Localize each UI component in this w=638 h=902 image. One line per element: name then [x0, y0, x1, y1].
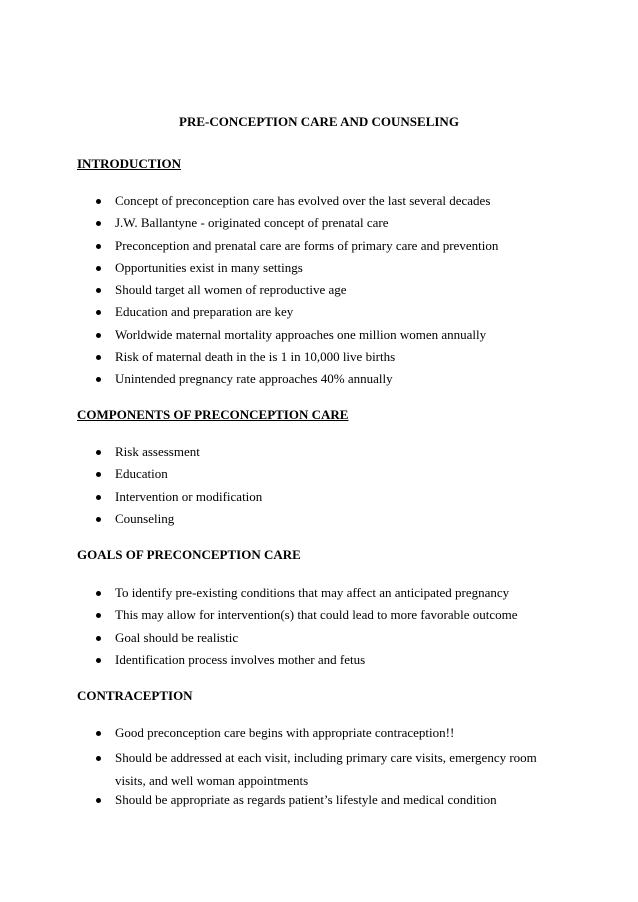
list-item-text: Good preconception care begins with appropriate contraception!! — [115, 725, 455, 740]
list-item-text: Should target all women of reproductive age — [115, 282, 347, 298]
contraception-list — [0, 725, 537, 814]
list-item — [0, 791, 497, 814]
list-item-text: Unintended pregnancy rate approaches 40% annually — [115, 371, 393, 387]
list-item-text: Goal should be realistic — [115, 629, 239, 645]
section-heading-goals: GOALS OF PRECONCEPTION CARE — [77, 547, 301, 562]
section-heading-introduction: INTRODUCTION — [77, 156, 182, 171]
list-item-text: To identify pre-existing conditions that may affect an anticipated pregnancy — [115, 585, 510, 600]
bullet-icon — [96, 517, 101, 522]
document-title: PRE-CONCEPTION CARE AND COUNSELING — [179, 114, 459, 129]
section-heading-components: COMPONENTS OF PRECONCEPTION CARE — [77, 407, 349, 422]
list-item-text: Should be addressed at each visit, including primary care visits, emergency room visits, and well woman appointments — [115, 750, 537, 788]
bullet-icon — [96, 756, 101, 761]
bullet-icon — [96, 288, 101, 293]
list-item-text: Identification process involves mother and fetus — [115, 651, 366, 667]
bullet-icon — [96, 731, 101, 736]
bullet-icon — [96, 472, 101, 477]
list-item-text: Intervention or modification — [115, 488, 263, 504]
bullet-icon — [96, 495, 101, 500]
bullet-icon — [96, 244, 101, 249]
list-item-text: J.W. Ballantyne - originated concept of prenatal care — [115, 215, 389, 231]
list-item-text: Risk of maternal death in the is 1 in 10,000 live births — [115, 349, 396, 365]
bullet-icon — [96, 798, 101, 803]
section-heading-contraception: CONTRACEPTION — [77, 688, 193, 703]
list-item — [0, 725, 455, 747]
bullet-icon — [96, 221, 101, 226]
list-item-text: Education and preparation are key — [115, 304, 294, 320]
list-item-text: This may allow for intervention(s) that could lead to more favorable outcome — [115, 607, 518, 623]
list-item-text: Risk assessment — [115, 444, 200, 459]
bullet-icon — [96, 310, 101, 315]
bullet-icon — [96, 450, 101, 455]
list-item-text: Should be appropriate as regards patient’s lifestyle and medical condition — [115, 791, 497, 807]
bullet-icon — [96, 199, 101, 204]
bullet-icon — [96, 377, 101, 382]
list-item-text: Counseling — [115, 510, 175, 526]
bullet-icon — [96, 333, 101, 338]
list-item-text: Worldwide maternal mortality approaches one million women annually — [115, 326, 487, 342]
list-item-text: Concept of preconception care has evolved over the last several decades — [115, 193, 491, 208]
list-item-text: Education — [115, 466, 168, 482]
bullet-icon — [96, 591, 101, 596]
list-item-text: Preconception and prenatal care are forms of primary care and prevention — [115, 237, 499, 253]
bullet-icon — [96, 613, 101, 618]
bullet-icon — [96, 266, 101, 271]
list-item-text: Opportunities exist in many settings — [115, 259, 303, 275]
list-item — [0, 747, 537, 792]
bullet-icon — [96, 355, 101, 360]
bullet-icon — [96, 636, 101, 641]
bullet-icon — [96, 658, 101, 663]
